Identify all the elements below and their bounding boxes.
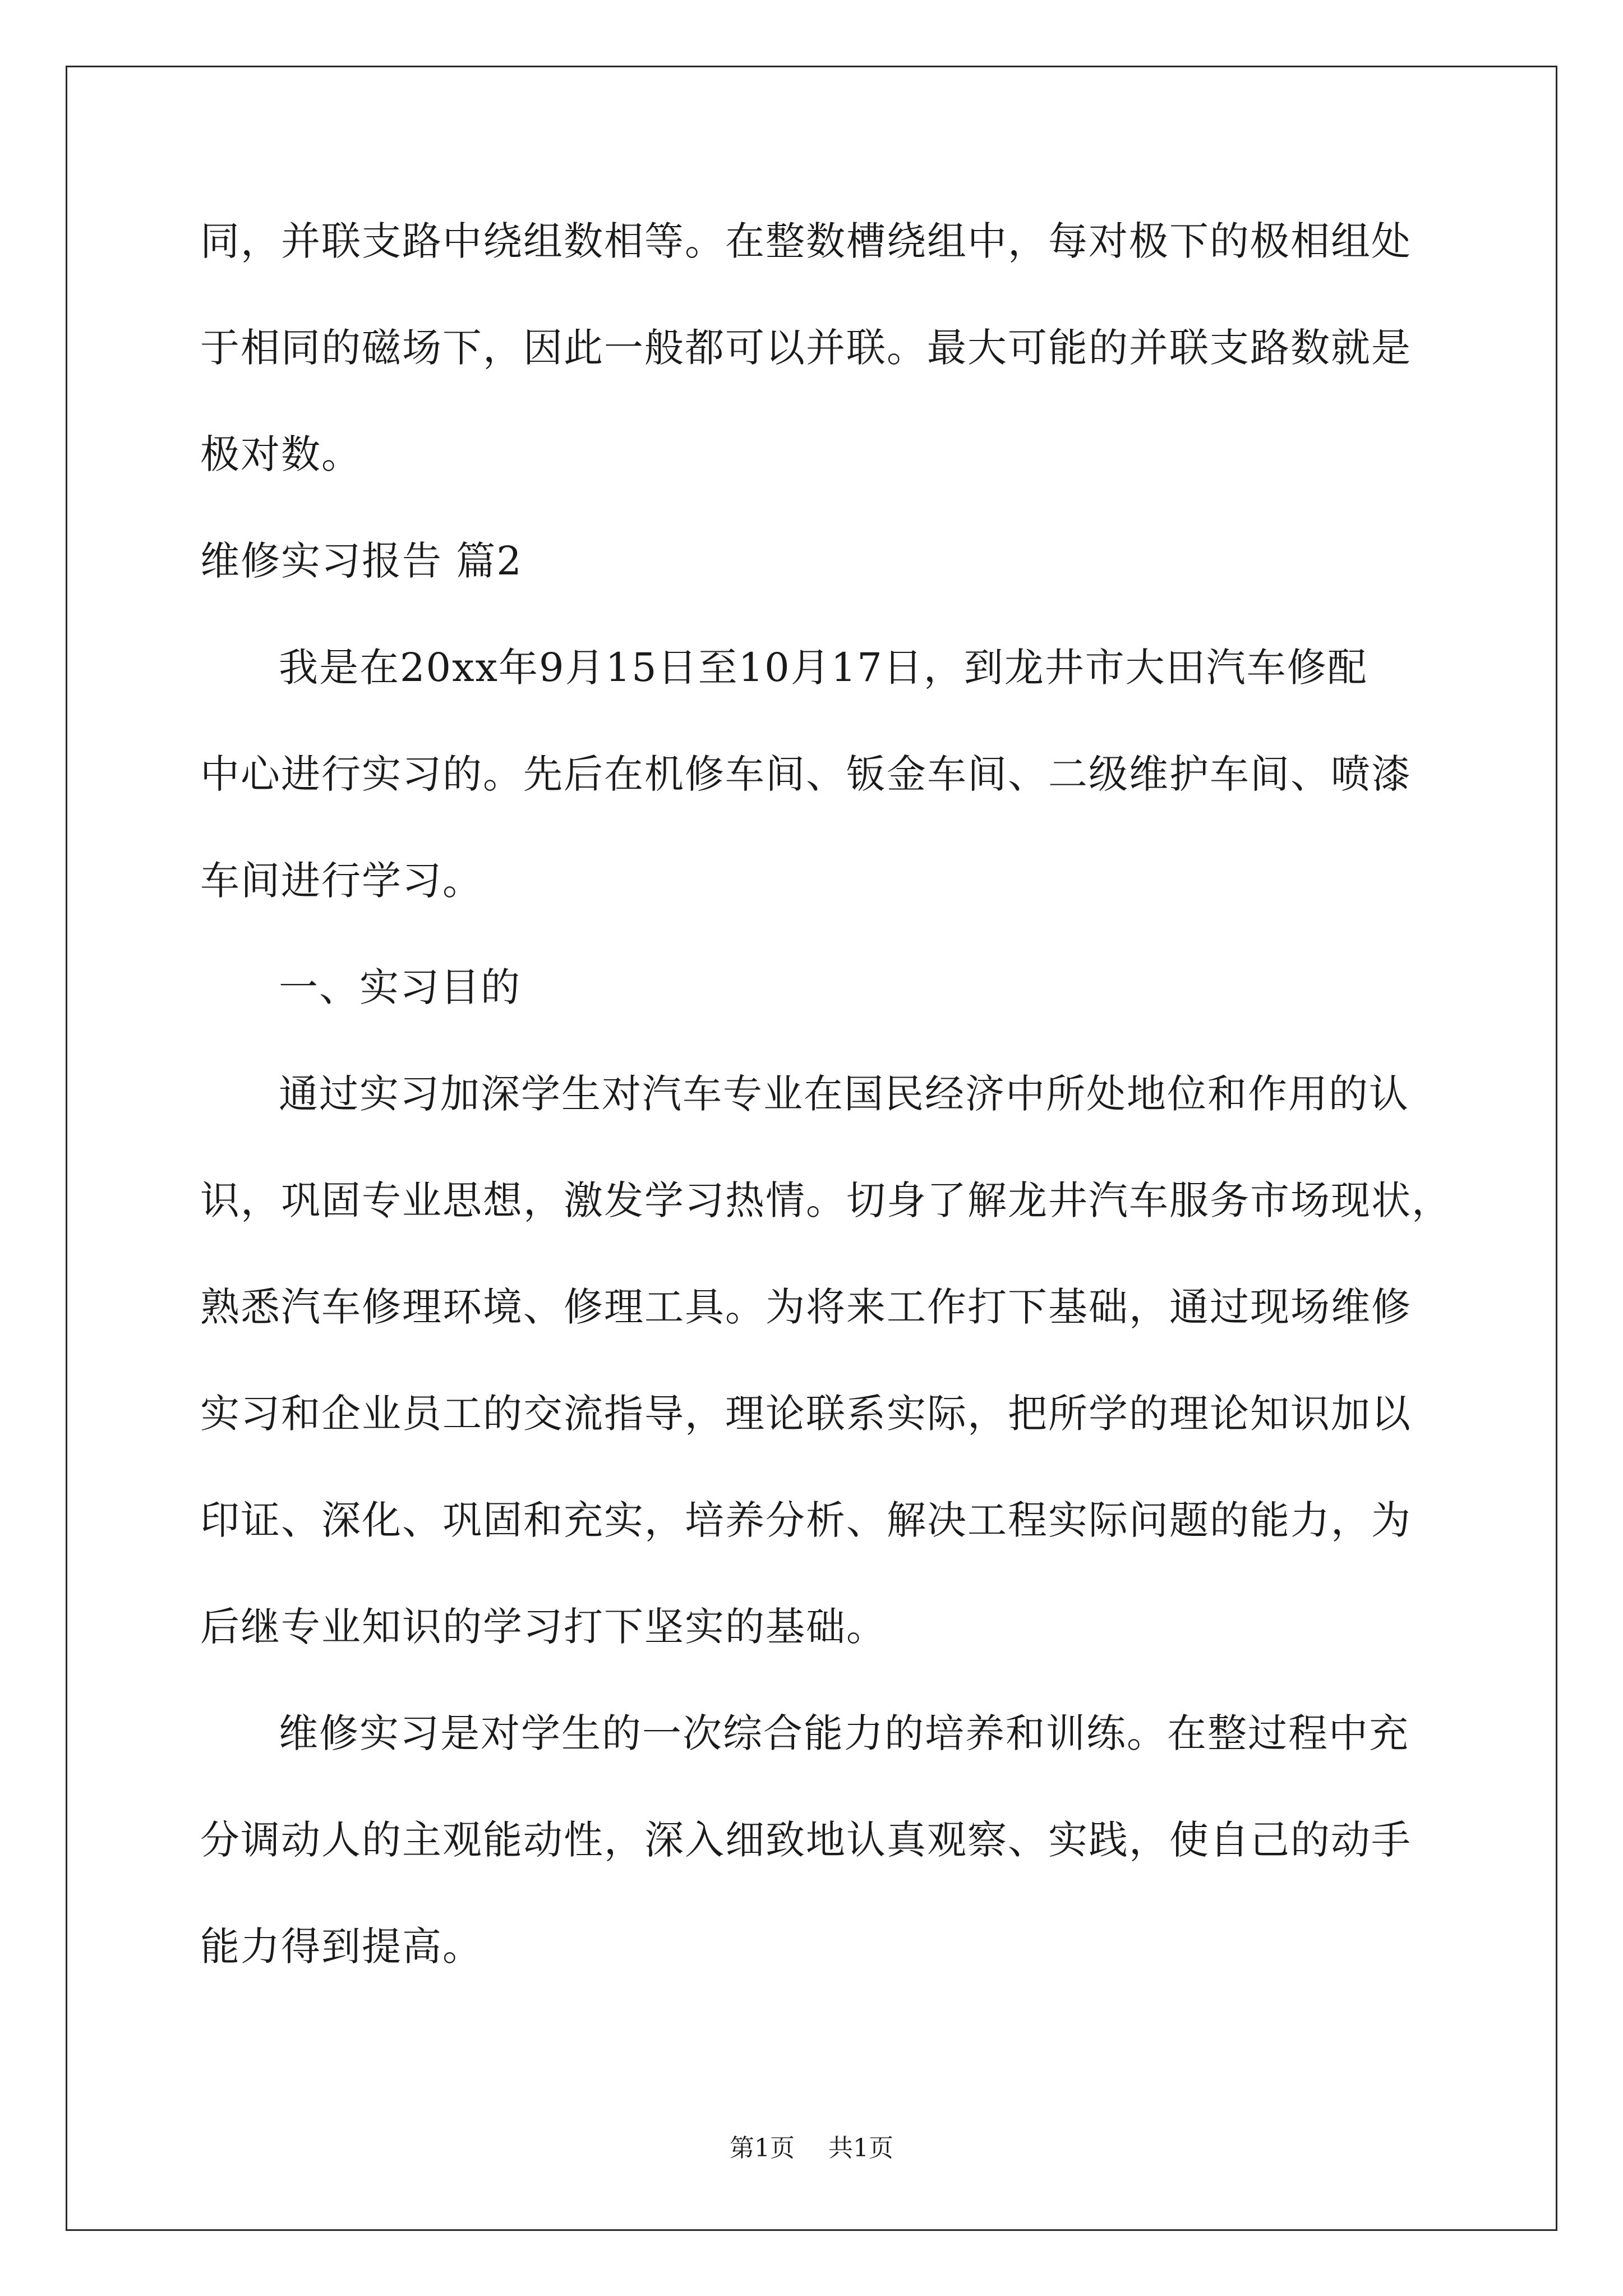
subsection-heading: 一、实习目的 — [279, 964, 521, 1010]
page-footer — [0, 2132, 1623, 2165]
text-line: 熟悉汽车修理环境、修理工具。为将来工作打下基础，通过现场维修 — [200, 1284, 1412, 1330]
text-line: 识，巩固专业思想，激发学习热情。切身了解龙井汽车服务市场现状， — [200, 1177, 1452, 1223]
page-number: 第1页 — [730, 2134, 795, 2162]
text-line: 同，并联支路中绕组数相等。在整数槽绕组中，每对极下的极相组处 — [200, 218, 1412, 264]
text-line: 能力得到提高。 — [200, 1924, 483, 1970]
text-line: 通过实习加深学生对汽车专业在国民经济中所处地位和作用的认 — [279, 1071, 1409, 1117]
text-line: 分调动人的主观能动性，深入细致地认真观察、实践，使自己的动手 — [200, 1817, 1412, 1863]
text-line: 极对数。 — [200, 431, 362, 477]
text-line: 印证、深化、巩固和充实，培养分析、解决工程实际问题的能力，为 — [200, 1497, 1412, 1543]
section-heading: 维修实习报告 篇2 — [200, 538, 523, 584]
text-line: 车间进行学习。 — [200, 858, 483, 904]
text-line: 于相同的磁场下，因此一般都可以并联。最大可能的并联支路数就是 — [200, 325, 1412, 371]
document-body — [200, 213, 1452, 2025]
text-line: 维修实习是对学生的一次综合能力的培养和训练。在整过程中充 — [279, 1710, 1409, 1756]
text-line: 实习和企业员工的交流指导，理论联系实际，把所学的理论知识加以 — [200, 1391, 1412, 1437]
text-line: 后继专业知识的学习打下坚实的基础。 — [200, 1604, 887, 1650]
text-line: 中心进行实习的。先后在机修车间、钣金车间、二级维护车间、喷漆 — [200, 751, 1412, 797]
page-total: 共1页 — [828, 2134, 893, 2162]
text-line: 我是在20xx年9月15日至10月17日，到龙井市大田汽车修配 — [279, 645, 1368, 691]
